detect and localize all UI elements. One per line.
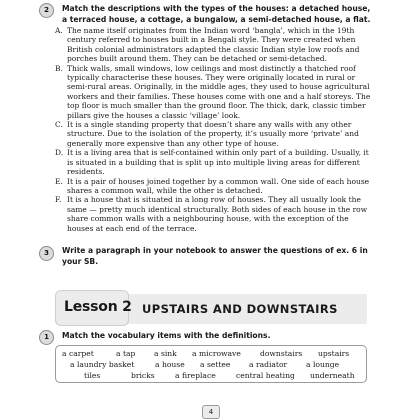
vocab-word: a sink: [154, 349, 177, 358]
exercise-2-instruction: Match the descriptions with the types of the houses: a detached house, a terraced house, a cottage, a bungalow, a semi-detached house, a flat.: [62, 4, 371, 24]
vocab-word: a settee: [200, 360, 231, 369]
vocab-word: bricks: [131, 371, 155, 380]
description-b: B. Thick walls, small windows, low ceilings and most distinctly a thatched roof typically characterise these houses. They were originally located in rural or semi-rural areas. Originally, in the middle ages, they used to house agricultural workers and their families. These houses come with one and a half storeys. The top floor is much smaller than the ground floor. The thick, dark, classic timber pillars give the houses a classic ‘village’ look.: [55, 63, 371, 120]
lesson-label: Lesson 2: [64, 299, 132, 315]
description-list: [55, 26, 375, 233]
vocab-word: a fireplace: [175, 371, 216, 380]
description-a: A. The name itself originates from the Indian word ‘bangla’, which in the 19th century referred to houses built in a Bengali style. They were created when British colonial administrators adapted the classic Indian style low roofs and porches built around them. They can be detached or semi-detached.: [55, 26, 360, 64]
exercise-2-number: 2: [39, 3, 54, 18]
vocab-word: central heating: [236, 371, 295, 380]
exercise-1-instruction: Match the vocabulary items with the definitions.: [62, 331, 271, 340]
vocab-word: a radiator: [249, 360, 288, 369]
exercise-3-instruction: Write a paragraph in your notebook to answer the questions of ex. 6 in your SB.: [62, 246, 368, 266]
vocab-word: a lounge: [306, 360, 340, 369]
vocab-word: a laundry basket: [70, 360, 135, 369]
vocabulary-box: [55, 345, 367, 383]
description-d: D. It is a living area that is self-contained within only part of a building. Usually, it is situated in a building that is split up into multiple living areas for different residents.: [55, 148, 369, 177]
vocab-word: a microwave: [192, 349, 241, 358]
vocab-word: upstairs: [318, 349, 350, 358]
vocab-word: tiles: [84, 371, 101, 380]
vocab-word: underneath: [310, 371, 355, 380]
exercise-3-number: 3: [39, 246, 54, 261]
vocab-word: a house: [155, 360, 185, 369]
description-f: F. It is a house that is situated in a long row of houses. They all usually look the same — pretty much identical structurally. Both sides of each house in the row share common walls with a neighbouring house, with the exception of the houses at each end of the terrace.: [55, 195, 368, 233]
lesson-title: UPSTAIRS AND DOWNSTAIRS: [142, 302, 338, 316]
vocab-word: a tap: [116, 349, 136, 358]
vocab-word: a carpet: [62, 349, 94, 358]
exercise-1-number: 1: [39, 330, 54, 345]
vocab-word: downstairs: [260, 349, 303, 358]
page-number: 4: [202, 405, 220, 419]
description-c: C. It is a single standing property that doesn’t share any walls with any other structure. Due to the isolation of the property, it’s usually more ‘private’ and generally more expensive than any other type of house.: [55, 120, 359, 148]
description-e: E. It is a pair of houses joined together by a common wall. One side of each house shares a common wall, while the other is detached.: [55, 176, 370, 195]
